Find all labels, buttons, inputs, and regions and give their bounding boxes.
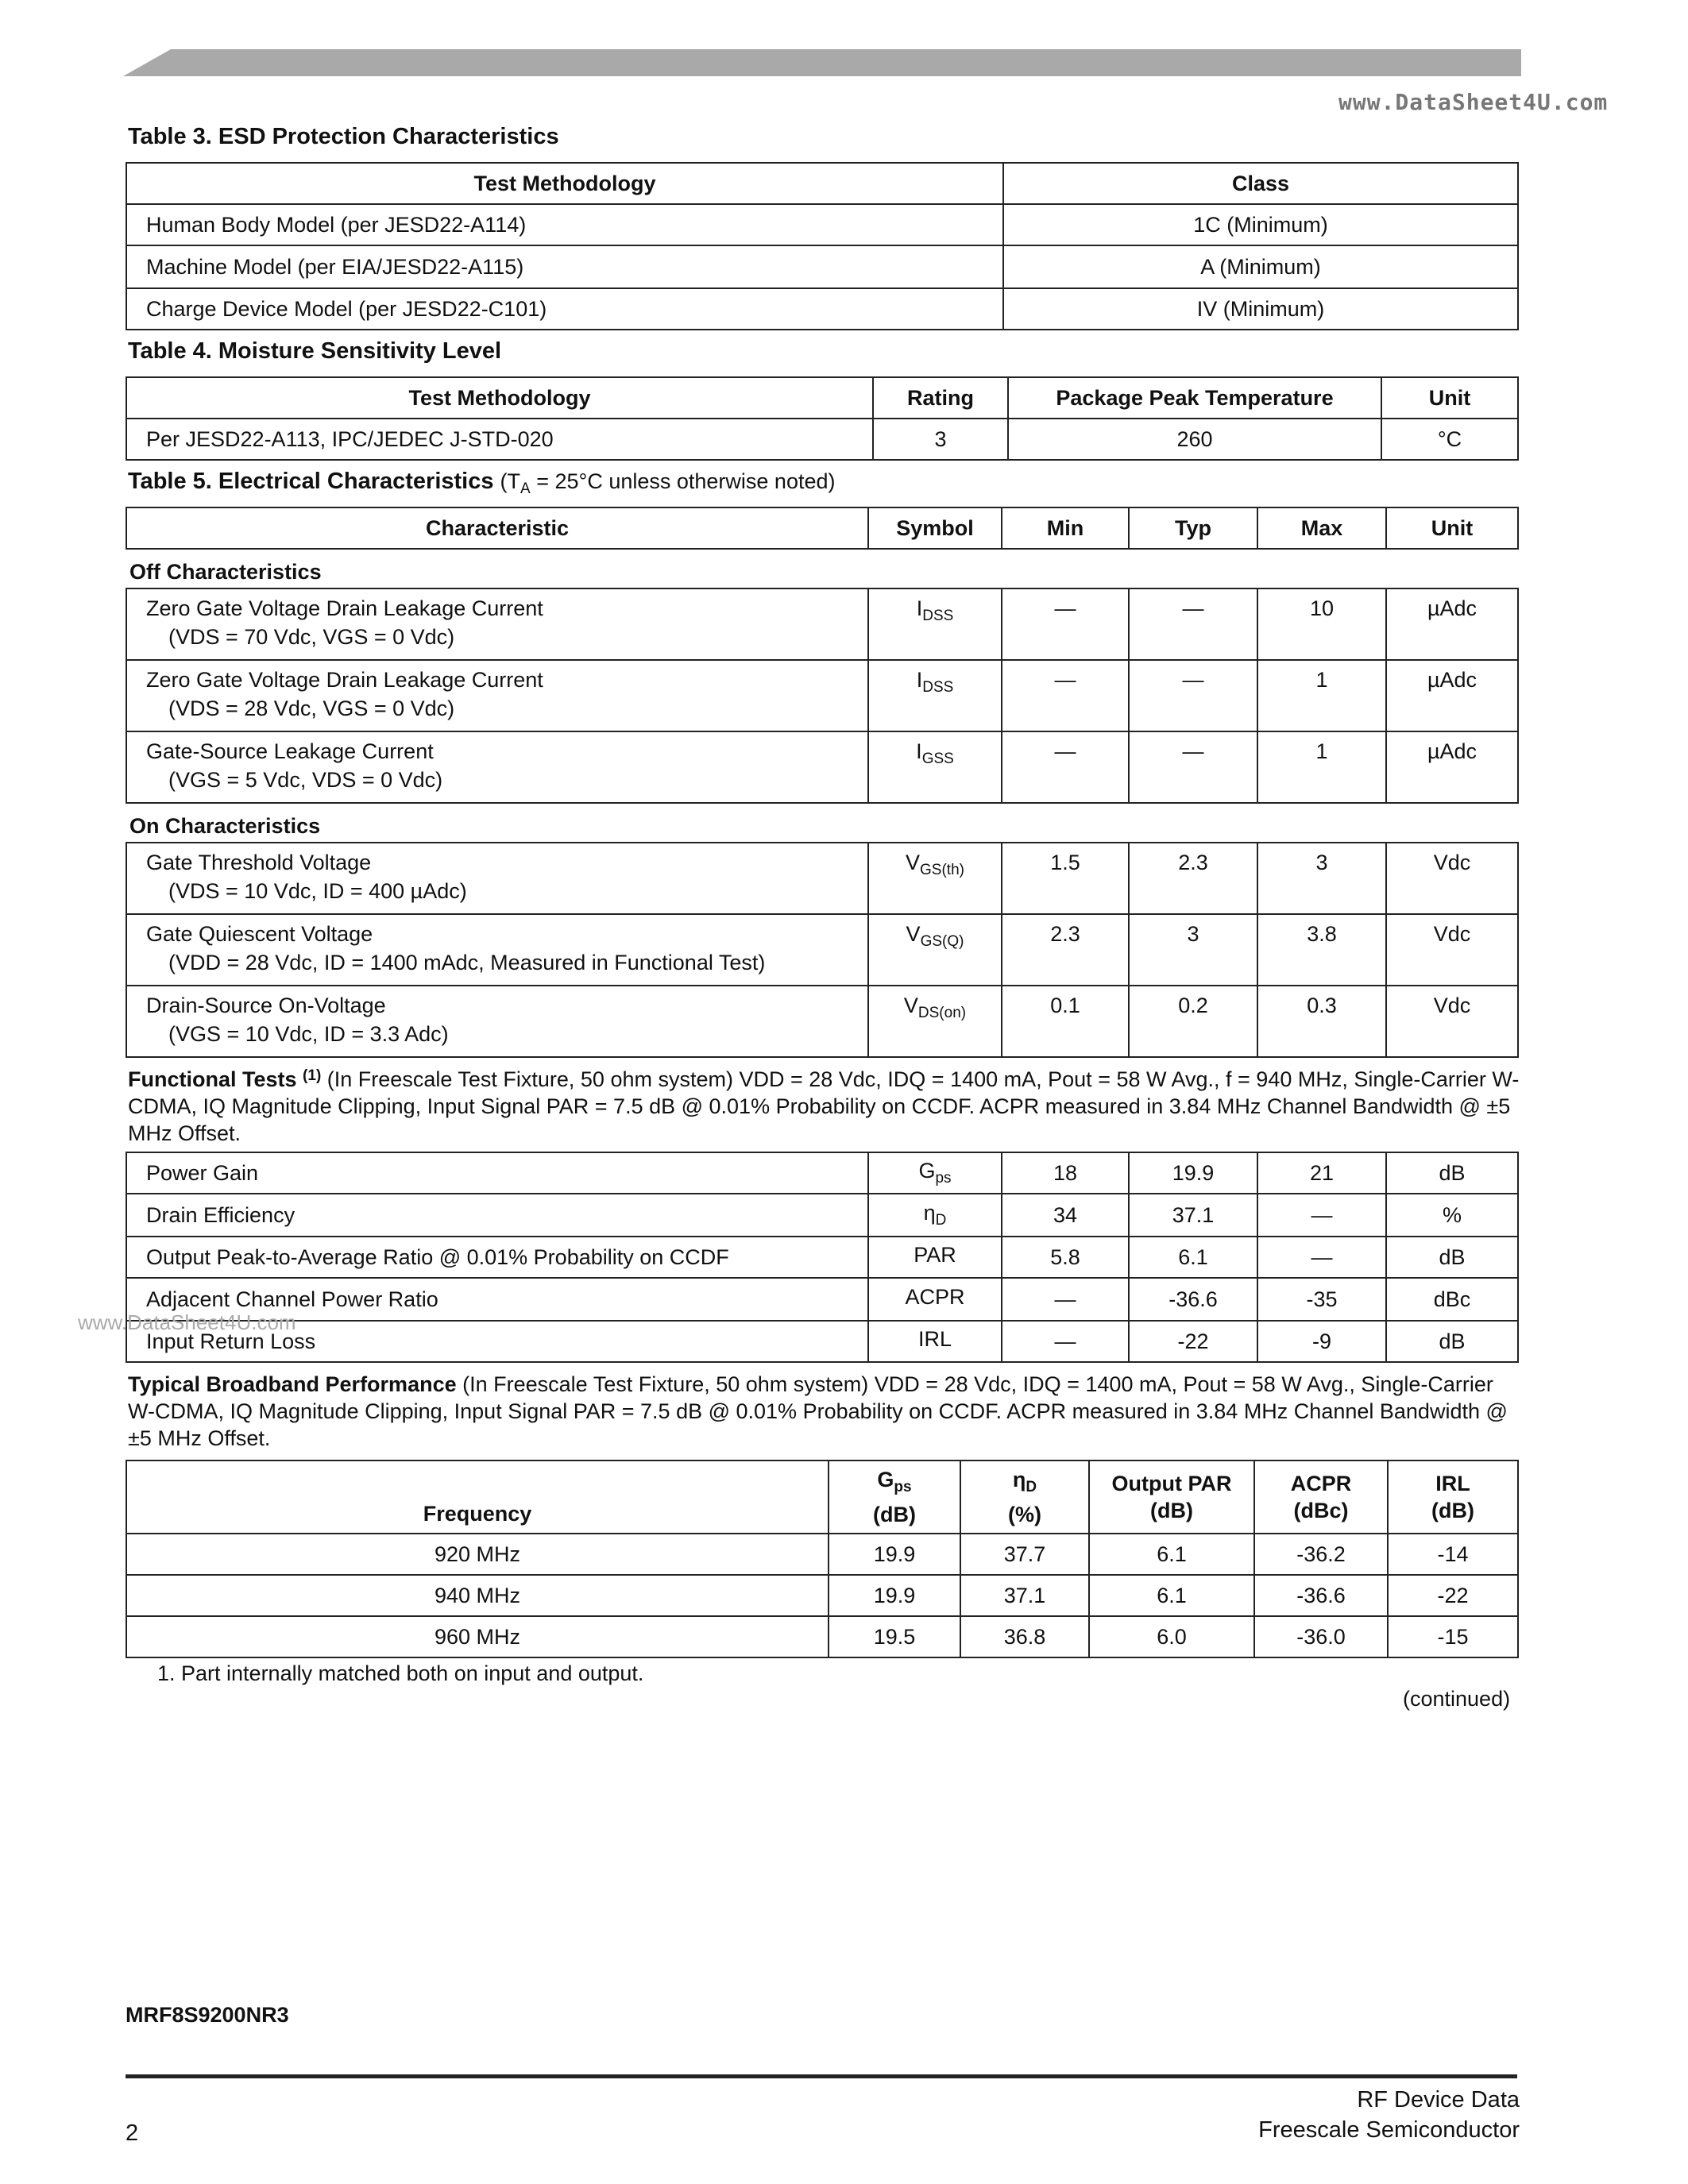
cell: 19.9 [829,1575,960,1616]
characteristic-cell [126,843,868,914]
symbol-cell [868,914,1002,986]
sym-sub: D [935,1212,947,1229]
cell: 6.1 [1089,1534,1254,1575]
sym: I [916,596,923,620]
table-row [126,1237,1518,1278]
hdr-main: G [877,1468,894,1491]
cell: -35 [1257,1278,1386,1321]
char-line1: Zero Gate Voltage Drain Leakage Current [146,668,543,692]
table-header-row [126,1461,1518,1534]
cell: — [1129,660,1257,731]
cell: 0.3 [1257,986,1386,1057]
cell: 1C (Minimum) [1003,204,1518,245]
note-sub: A [520,480,531,497]
table-row [126,204,1518,245]
hdr-main: η [1012,1468,1026,1491]
symbol-cell [868,731,1002,803]
cell: 960 MHz [126,1616,829,1657]
footer-line2: Freescale Semiconductor [1258,2117,1520,2143]
cell: 19.5 [829,1616,960,1657]
cell: Per JESD22-A113, IPC/JEDEC J-STD-020 [126,419,873,460]
cell: — [1002,660,1129,731]
table5-title-note [500,469,836,497]
cell: dBc [1386,1278,1518,1321]
cell: — [1129,731,1257,803]
cell: 10 [1257,588,1386,660]
char-line2: (VGS = 10 Vdc, ID = 3.3 Adc) [168,1022,449,1046]
characteristic-cell [126,731,868,803]
cell: 260 [1008,419,1381,460]
header-cell [960,1461,1089,1534]
table-row [126,914,1518,986]
functional-tests-note [128,1063,1526,1147]
table5 [126,507,1519,1058]
cell: -22 [1388,1575,1518,1616]
symbol-cell [868,986,1002,1057]
characteristic-cell [126,588,868,660]
sym-sub: DS(on) [917,1005,967,1021]
cell: — [1129,588,1257,660]
cell: -36.2 [1254,1534,1388,1575]
hdr-gps [848,1466,941,1501]
cell: Machine Model (per EIA/JESD22-A115) [126,245,1003,288]
char-line2: (VDD = 28 Vdc, ID = 1400 mAdc, Measured in Functional Test) [168,951,766,974]
sym: ACPR [905,1285,965,1309]
cell: -15 [1388,1616,1518,1657]
watermark-side: www.DataSheet4U.com [78,1310,296,1334]
footer-part-number: MRF8S9200NR3 [126,2003,289,2027]
cell: °C [1381,419,1518,460]
cell: 21 [1257,1152,1386,1194]
char-line2: (VGS = 5 Vdc, VDS = 0 Vdc) [168,768,443,792]
characteristic-cell [126,914,868,986]
cell: 0.1 [1002,986,1129,1057]
hdr-unit: (%) [1008,1503,1041,1526]
table-row [126,288,1518,330]
cell: — [1002,1321,1129,1362]
cell: -36.0 [1254,1616,1388,1657]
header-bar [123,49,1521,76]
cell: -14 [1388,1534,1518,1575]
cell: 1 [1257,660,1386,731]
cell: Human Body Model (per JESD22-A114) [126,204,1003,245]
header-cell: Test Methodology [126,163,1003,204]
symbol-cell [868,1278,1002,1321]
char-line1: Zero Gate Voltage Drain Leakage Current [146,596,543,620]
header-cell: Class [1003,163,1518,204]
cell: 6.0 [1089,1616,1254,1657]
sym: IRL [917,1327,952,1351]
char-line1: Gate Threshold Voltage [146,851,372,874]
sym: PAR [914,1243,956,1267]
cell: dB [1386,1237,1518,1278]
header-cell: Unit [1381,377,1518,419]
hdr-unit: (dB) [873,1503,916,1526]
char-line1: Gate Quiescent Voltage [146,922,373,946]
symbol-cell [868,660,1002,731]
note-pre: (T [500,469,521,493]
sym-sub: DSS [922,679,954,696]
table-row [126,1534,1518,1575]
note-post: = 25°C unless otherwise noted) [530,469,836,493]
footnote: 1. Part internally matched both on input and output. [157,1661,644,1685]
cell: -22 [1129,1321,1257,1362]
cell: 18 [1002,1152,1129,1194]
cell: A (Minimum) [1003,245,1518,288]
cell: Output Peak-to-Average Ratio @ 0.01% Probability on CCDF [126,1237,868,1278]
table-row [126,588,1518,660]
table-row [126,245,1518,288]
cell: 34 [1002,1194,1129,1237]
cell: Adjacent Channel Power Ratio [126,1278,868,1321]
symbol-cell [868,1321,1002,1362]
table-row [126,1194,1518,1237]
table-row [126,1575,1518,1616]
cell: µAdc [1386,660,1518,731]
table-row [126,1616,1518,1657]
cell: 940 MHz [126,1575,829,1616]
section-row [126,803,1518,843]
cell: — [1257,1237,1386,1278]
cell: — [1002,731,1129,803]
table-header-row [126,163,1518,204]
char-line2: (VDS = 70 Vdc, VGS = 0 Vdc) [168,625,455,649]
hdr-main: ACPR [1290,1472,1352,1495]
cell: µAdc [1386,588,1518,660]
sym: V [906,851,921,874]
table3-title: Table 3. ESD Protection Characteristics [128,124,559,149]
sym: η [923,1201,936,1225]
sym-sub: GS(th) [920,862,964,878]
table-row [126,1278,1518,1321]
hdr-unit: (dBc) [1293,1499,1349,1522]
footer-divider [126,2074,1517,2078]
cell: 1.5 [1002,843,1129,914]
table5-title-text: Table 5. Electrical Characteristics [128,469,494,494]
cell: — [1002,1278,1129,1321]
cell: 37.1 [1129,1194,1257,1237]
header-cell: Symbol [868,507,1002,549]
hdr-main: IRL [1435,1472,1470,1495]
hdr-sub: D [1026,1479,1037,1495]
cell: — [1002,588,1129,660]
sym: G [918,1159,936,1183]
cell: 5.8 [1002,1237,1129,1278]
cell: 19.9 [829,1534,960,1575]
cell: Power Gain [126,1152,868,1194]
cell: 3 [1129,914,1257,986]
cell: 6.1 [1089,1575,1254,1616]
header-cell: Rating [873,377,1008,419]
table3 [126,162,1519,330]
header-cell: Unit [1386,507,1518,549]
sym-sub: GSS [921,751,954,767]
table-row [126,660,1518,731]
cell: 3 [873,419,1008,460]
broadband-table [126,1460,1519,1658]
broadband-note [128,1371,1526,1452]
cell: Charge Device Model (per JESD22-C101) [126,288,1003,330]
cell: 19.9 [1129,1152,1257,1194]
continued-label: (continued) [1403,1687,1511,1711]
cell: 2.3 [1129,843,1257,914]
header-cell: Characteristic [126,507,868,549]
sym: V [906,922,921,946]
functional-title: Functional Tests [128,1067,297,1091]
sym-sub: ps [935,1170,952,1187]
broadband-text: (In Freescale Test Fixture, 50 ohm system) VDD = 28 Vdc, IDQ = 1400 mA, Pout = 58 W Avg., Single-Carrier W-CDMA, IQ Magnitude Clipping, Input Signal PAR = 7.5 dB @ 0.01% Probability on CCDF. ACPR measured in 3.84 MHz Channel Bandwidth @ ±5 MHz Offset. [128,1372,1508,1450]
cell: 1 [1257,731,1386,803]
page-number: 2 [126,2120,139,2146]
cell: -9 [1257,1321,1386,1362]
cell: Vdc [1386,914,1518,986]
cell: 3 [1257,843,1386,914]
watermark-top: www.DataSheet4U.com [1338,89,1609,115]
cell: — [1257,1194,1386,1237]
table-header-row [126,507,1518,549]
cell: 2.3 [1002,914,1129,986]
char-line1: Gate-Source Leakage Current [146,739,434,763]
header-cell [1254,1461,1388,1534]
table-header-row [126,377,1518,419]
char-line2: (VDS = 28 Vdc, VGS = 0 Vdc) [168,696,455,720]
characteristic-cell [126,986,868,1057]
section-title: Off Characteristics [129,560,322,584]
header-cell [1089,1461,1254,1534]
table-row [126,419,1518,460]
symbol-cell [868,1237,1002,1278]
sym-sub: GS(Q) [920,933,964,950]
cell: 6.1 [1129,1237,1257,1278]
cell: Vdc [1386,986,1518,1057]
symbol-cell [868,1194,1002,1237]
symbol-cell [868,843,1002,914]
symbol-cell [868,588,1002,660]
functional-table [126,1152,1519,1363]
cell: µAdc [1386,731,1518,803]
cell: -36.6 [1254,1575,1388,1616]
hdr-unit: (dB) [1431,1499,1474,1522]
cell: Drain Efficiency [126,1194,868,1237]
char-line2: (VDS = 10 Vdc, ID = 400 µAdc) [168,879,467,903]
header-cell: Frequency [126,1461,829,1534]
char-line1: Drain-Source On-Voltage [146,994,386,1017]
table-row [126,731,1518,803]
hdr-main: Output PAR [1111,1472,1232,1495]
cell: Input Return Loss [126,1321,868,1362]
cell: IV (Minimum) [1003,288,1518,330]
cell: % [1386,1194,1518,1237]
footer-line1: RF Device Data [1357,2087,1520,2113]
cell: 0.2 [1129,986,1257,1057]
hdr-unit: (dB) [1150,1499,1193,1522]
broadband-title: Typical Broadband Performance [128,1372,457,1396]
sym: I [916,668,923,692]
cell: dB [1386,1321,1518,1362]
cell: 920 MHz [126,1534,829,1575]
header-cell: Max [1257,507,1386,549]
cell: -36.6 [1129,1278,1257,1321]
cell: 37.7 [960,1534,1089,1575]
header-cell: Package Peak Temperature [1008,377,1381,419]
hdr-sub: ps [894,1479,912,1495]
hdr-eta [980,1466,1069,1501]
cell: 37.1 [960,1575,1089,1616]
characteristic-cell [126,660,868,731]
symbol-cell [868,1152,1002,1194]
functional-text: (In Freescale Test Fixture, 50 ohm system) VDD = 28 Vdc, IDQ = 1400 mA, Pout = 58 W Avg., f = 940 MHz, Single-Carrier W-CDMA, IQ Magnitude Clipping, Input Signal PAR = 7.5 dB @ 0.01% Probability on CCDF. ACPR measured in 3.84 MHz Channel Bandwidth @ ±5 MHz Offset. [128,1067,1520,1145]
section-row [126,549,1518,588]
header-cell: Test Methodology [126,377,873,419]
header-cell [829,1461,960,1534]
table4 [126,376,1519,461]
header-cell: Min [1002,507,1129,549]
sym-sub: DSS [922,608,954,624]
section-title: On Characteristics [129,814,321,838]
cell: Vdc [1386,843,1518,914]
table-row [126,1152,1518,1194]
table-row [126,986,1518,1057]
header-cell: Typ [1129,507,1257,549]
table-row [126,1321,1518,1362]
functional-sup: (1) [303,1067,322,1084]
cell: dB [1386,1152,1518,1194]
cell: 3.8 [1257,914,1386,986]
table4-title: Table 4. Moisture Sensitivity Level [128,338,502,364]
sym: I [916,739,922,763]
sym: V [903,994,918,1017]
header-cell [1388,1461,1518,1534]
table5-title [128,469,835,498]
cell: 36.8 [960,1616,1089,1657]
table-row [126,843,1518,914]
